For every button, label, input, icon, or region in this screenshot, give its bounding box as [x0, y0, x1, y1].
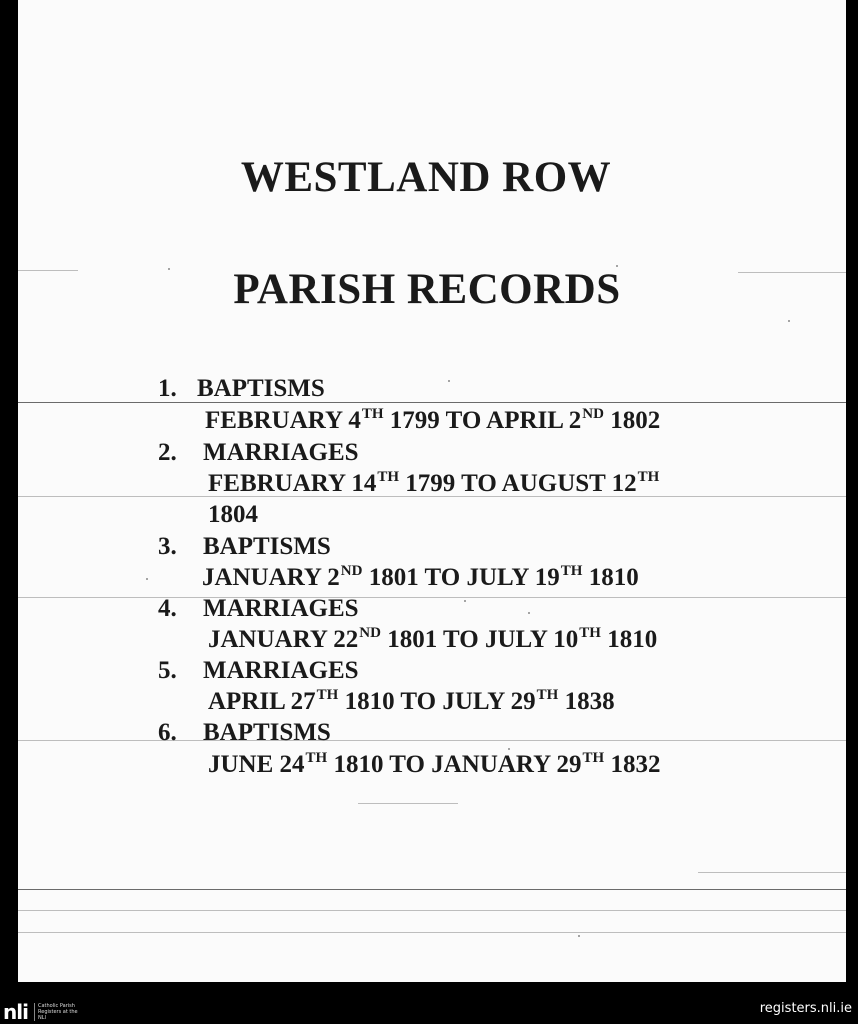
scan-speck: [528, 612, 530, 614]
record-4-heading: [158, 594, 359, 624]
ordinal-suffix: TH: [536, 687, 559, 703]
ordinal-suffix: TH: [361, 406, 384, 422]
record-type: MARRIAGES: [203, 595, 359, 622]
scan-artifact-line: [18, 932, 846, 933]
date-to: APRIL 2: [486, 407, 582, 434]
record-3-dates: [202, 563, 639, 596]
year-from: 1799: [405, 470, 456, 497]
to-word: TO: [389, 751, 425, 778]
to-word: TO: [445, 407, 482, 434]
scan-artifact-line: [18, 402, 846, 403]
scan-artifact-line: [358, 803, 458, 804]
record-number: 6.: [158, 719, 177, 746]
year-from: 1801: [368, 564, 419, 591]
date-to: JANUARY 29: [431, 751, 582, 778]
record-5-heading: [158, 656, 359, 686]
ordinal-suffix: TH: [579, 625, 601, 641]
year-to: 1832: [610, 751, 661, 778]
record-6-dates: [208, 750, 660, 783]
scan-artifact-line: [18, 910, 846, 911]
ordinal-suffix: TH: [316, 687, 339, 703]
to-word: TO: [443, 626, 479, 653]
scan-speck: [578, 935, 580, 937]
scan-speck: [448, 380, 450, 382]
date-to: AUGUST 12: [501, 470, 637, 497]
year-from: 1810: [333, 751, 384, 778]
scan-artifact-line: [18, 889, 846, 890]
year-from: 1810: [344, 688, 395, 715]
ordinal-suffix: ND: [582, 406, 604, 422]
record-number: 5.: [158, 657, 177, 684]
scan-speck: [788, 320, 790, 322]
date-to: JULY 29: [442, 688, 536, 715]
scan-artifact-line: [698, 872, 846, 873]
record-type: MARRIAGES: [203, 439, 359, 466]
date-from: JANUARY 2: [202, 564, 340, 591]
document-title: WESTLAND ROW: [240, 154, 612, 201]
year-to: 1838: [564, 688, 615, 715]
ordinal-suffix: TH: [637, 469, 660, 485]
scan-speck: [146, 578, 148, 580]
record-1-dates: [205, 406, 660, 439]
year-from: 1801: [387, 626, 438, 653]
date-from: FEBRUARY 14: [208, 470, 377, 497]
scan-speck: [464, 600, 466, 602]
record-5-dates: [208, 687, 615, 720]
record-number: 1.: [158, 375, 177, 402]
to-word: TO: [400, 688, 437, 715]
ordinal-suffix: TH: [377, 469, 400, 485]
record-2-year-to: 1804: [208, 501, 258, 528]
date-from: FEBRUARY 4: [205, 407, 361, 434]
site-link[interactable]: registers.nli.ie: [759, 1001, 852, 1016]
scan-artifact-line: [18, 597, 846, 598]
to-word: TO: [461, 470, 497, 497]
document-subtitle: PARISH RECORDS: [233, 266, 621, 313]
year-to: 1802: [610, 407, 661, 434]
nli-logo[interactable]: nli: [3, 1000, 28, 1024]
record-number: 2.: [158, 439, 177, 466]
date-from: JUNE 24: [208, 751, 305, 778]
record-4-dates: [208, 625, 657, 658]
ordinal-suffix: TH: [560, 563, 583, 579]
date-to: JULY 19: [466, 564, 560, 591]
year-to: 1810: [607, 626, 658, 653]
to-word: TO: [424, 564, 461, 591]
date-to: JULY 10: [484, 626, 579, 653]
record-2-dates: [208, 469, 659, 502]
year-to: 1810: [588, 564, 639, 591]
ordinal-suffix: TH: [582, 750, 605, 766]
record-2-heading: [158, 438, 359, 468]
record-1-heading: [158, 374, 325, 404]
ordinal-suffix: ND: [340, 563, 363, 579]
ordinal-suffix: ND: [359, 625, 381, 641]
logo-caption: Catholic Parish Registers at the NLI: [34, 1003, 78, 1021]
record-type: BAPTISMS: [197, 375, 325, 402]
record-3-heading: [158, 532, 331, 562]
ordinal-suffix: TH: [305, 750, 328, 766]
record-6-heading: [158, 718, 331, 748]
viewer-footer: [0, 994, 858, 1024]
year-from: 1799: [389, 407, 440, 434]
record-type: MARRIAGES: [203, 657, 359, 684]
scanned-document-page: [18, 0, 846, 982]
scan-artifact-line: [18, 740, 846, 741]
date-from: JANUARY 22: [208, 626, 359, 653]
record-number: 4.: [158, 595, 177, 622]
record-number: 3.: [158, 533, 177, 560]
record-type: BAPTISMS: [203, 533, 331, 560]
record-type: BAPTISMS: [203, 719, 331, 746]
date-from: APRIL 27: [208, 688, 316, 715]
